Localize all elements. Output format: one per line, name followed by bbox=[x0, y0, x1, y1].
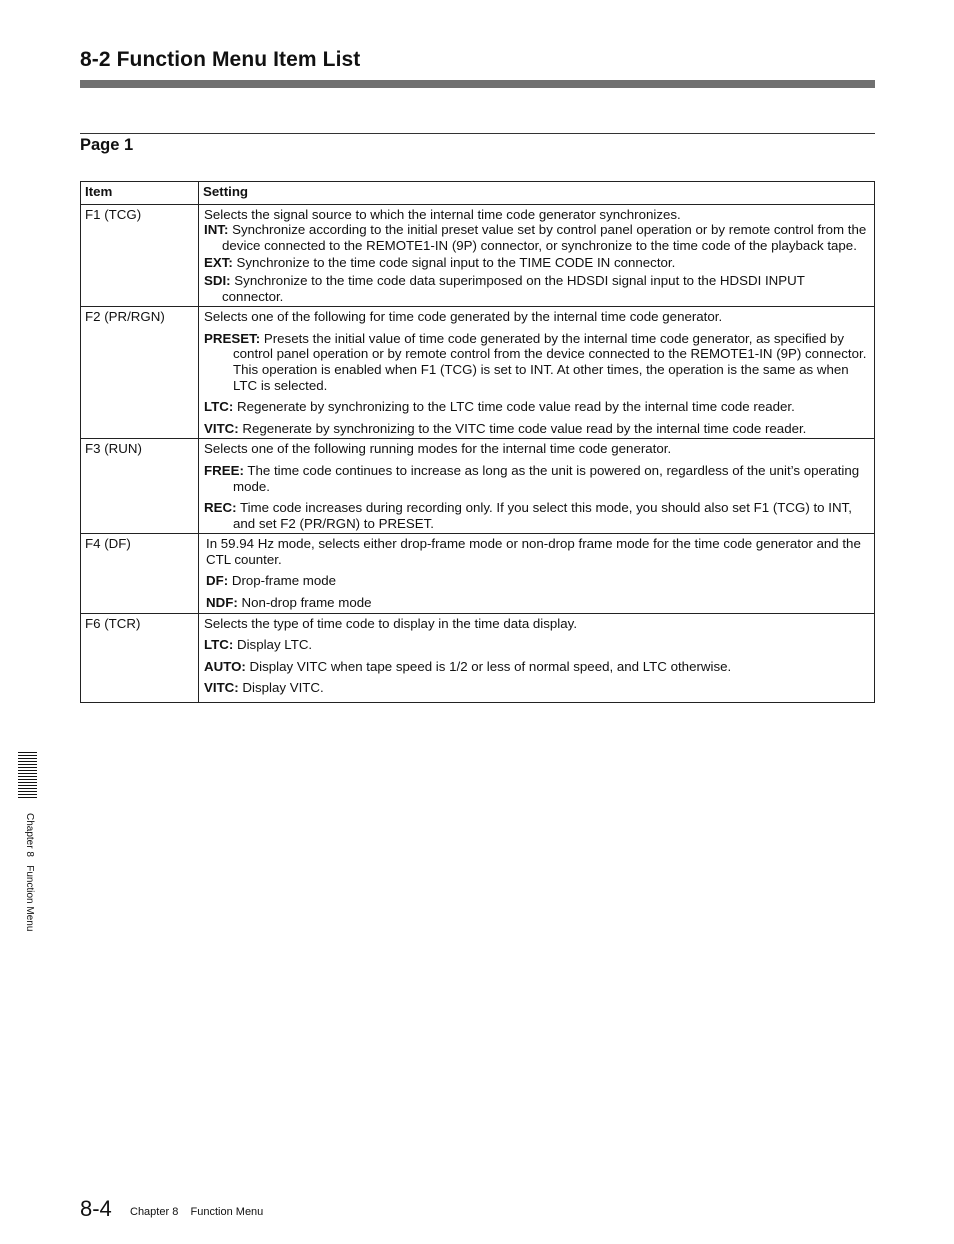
function-menu-table bbox=[80, 181, 875, 703]
setting-intro: In 59.94 Hz mode, selects either drop-frame mode or non-drop frame mode for the time code generator and the CTL counter. bbox=[206, 536, 861, 567]
option-text: Synchronize to the time code signal input to the TIME CODE IN connector. bbox=[232, 255, 676, 271]
setting-option bbox=[204, 255, 868, 271]
table-row bbox=[81, 204, 875, 307]
option-text: The time code continues to increase as long as the unit is powered on, regardless of the unit’s operating mode. bbox=[233, 462, 860, 494]
table-row bbox=[81, 534, 875, 613]
option-label: REC: bbox=[204, 500, 237, 516]
setting-option bbox=[204, 500, 868, 531]
setting-cell bbox=[199, 534, 875, 613]
setting-option bbox=[204, 463, 868, 494]
option-text: Drop-frame mode bbox=[228, 573, 337, 589]
table-row bbox=[81, 439, 875, 534]
item-cell: F1 (TCG) bbox=[81, 204, 199, 307]
setting-intro: Selects the type of time code to display in the time data display. bbox=[204, 615, 578, 631]
column-header-setting: Setting bbox=[199, 182, 875, 205]
option-label: SDI: bbox=[204, 272, 231, 288]
column-header-item: Item bbox=[81, 182, 199, 205]
setting-option bbox=[204, 331, 868, 393]
title-underline-bar bbox=[80, 80, 875, 88]
option-label: AUTO: bbox=[204, 658, 246, 674]
chapter-side-label: Chapter 8 Function Menu bbox=[24, 813, 35, 932]
setting-option bbox=[204, 637, 868, 653]
setting-intro: Selects one of the following running modes for the internal time code generator. bbox=[204, 441, 672, 457]
option-text: Synchronize according to the initial preset value set by control panel operation or by remote control from the device connected to the REMOTE1-IN (9P) connector, or synchronize to the time code of the playback tape. bbox=[222, 222, 867, 253]
table-row bbox=[81, 613, 875, 702]
page-number: 8-4 bbox=[80, 1196, 112, 1221]
item-cell: F4 (DF) bbox=[81, 534, 199, 613]
setting-option bbox=[206, 573, 868, 589]
option-label: LTC: bbox=[204, 637, 234, 653]
setting-option bbox=[204, 659, 868, 675]
setting-cell bbox=[199, 613, 875, 702]
option-label: FREE: bbox=[204, 462, 244, 478]
setting-cell bbox=[199, 307, 875, 439]
setting-option bbox=[204, 222, 868, 253]
setting-option bbox=[204, 399, 868, 415]
option-label: NDF: bbox=[206, 595, 238, 611]
option-label: EXT: bbox=[204, 255, 233, 271]
table-row bbox=[81, 307, 875, 439]
footer-chapter-label: Chapter 8 Function Menu bbox=[130, 1206, 264, 1218]
table-header-row bbox=[81, 182, 875, 205]
chapter-tab-marker bbox=[18, 752, 37, 800]
item-cell: F3 (RUN) bbox=[81, 439, 199, 534]
option-text: Display LTC. bbox=[233, 637, 313, 653]
setting-intro: Selects one of the following for time code generated by the internal time code generator. bbox=[204, 309, 723, 325]
option-text: Synchronize to the time code data superimposed on the HDSDI signal input to the HDSDI INPUT connector. bbox=[222, 272, 805, 304]
item-cell: F2 (PR/RGN) bbox=[81, 307, 199, 439]
setting-cell bbox=[199, 439, 875, 534]
setting-intro: Selects the signal source to which the internal time code generator synchronizes. bbox=[204, 206, 681, 222]
setting-option bbox=[204, 680, 868, 696]
item-cell: F6 (TCR) bbox=[81, 613, 199, 702]
setting-cell bbox=[199, 204, 875, 307]
option-text: Regenerate by synchronizing to the LTC time code value read by the internal time code reader. bbox=[233, 399, 795, 415]
setting-option bbox=[204, 421, 868, 437]
option-text: Non-drop frame mode bbox=[237, 595, 372, 611]
option-text: Regenerate by synchronizing to the VITC time code value read by the internal time code reader. bbox=[238, 420, 807, 436]
setting-option bbox=[206, 595, 868, 611]
option-text: Display VITC when tape speed is 1/2 or less of normal speed, and LTC otherwise. bbox=[245, 658, 732, 674]
option-label: VITC: bbox=[204, 680, 239, 696]
option-label: PRESET: bbox=[204, 330, 261, 346]
page-heading: Page 1 bbox=[80, 136, 134, 154]
option-text: Display VITC. bbox=[238, 680, 324, 696]
option-label: VITC: bbox=[204, 420, 239, 436]
page-heading-rule bbox=[80, 133, 875, 134]
option-label: INT: bbox=[204, 222, 229, 238]
option-label: LTC: bbox=[204, 399, 234, 415]
option-text: Time code increases during recording only. If you select this mode, you should also set F1 (TCG) to INT, and set F2 (PR/RGN) to PRESET. bbox=[233, 500, 852, 531]
setting-option bbox=[204, 273, 868, 304]
option-label: DF: bbox=[206, 573, 229, 589]
option-text: Presets the initial value of time code generated by the internal time code generator, as specified by control panel operation or by remote control from the device connected to the REMOTE1-IN (9P) connector. This operation is enabled when F1 (TCG) is set to INT. At other times, the operation is the same as when LTC is selected. bbox=[233, 330, 867, 393]
section-title: 8-2 Function Menu Item List bbox=[80, 48, 361, 71]
